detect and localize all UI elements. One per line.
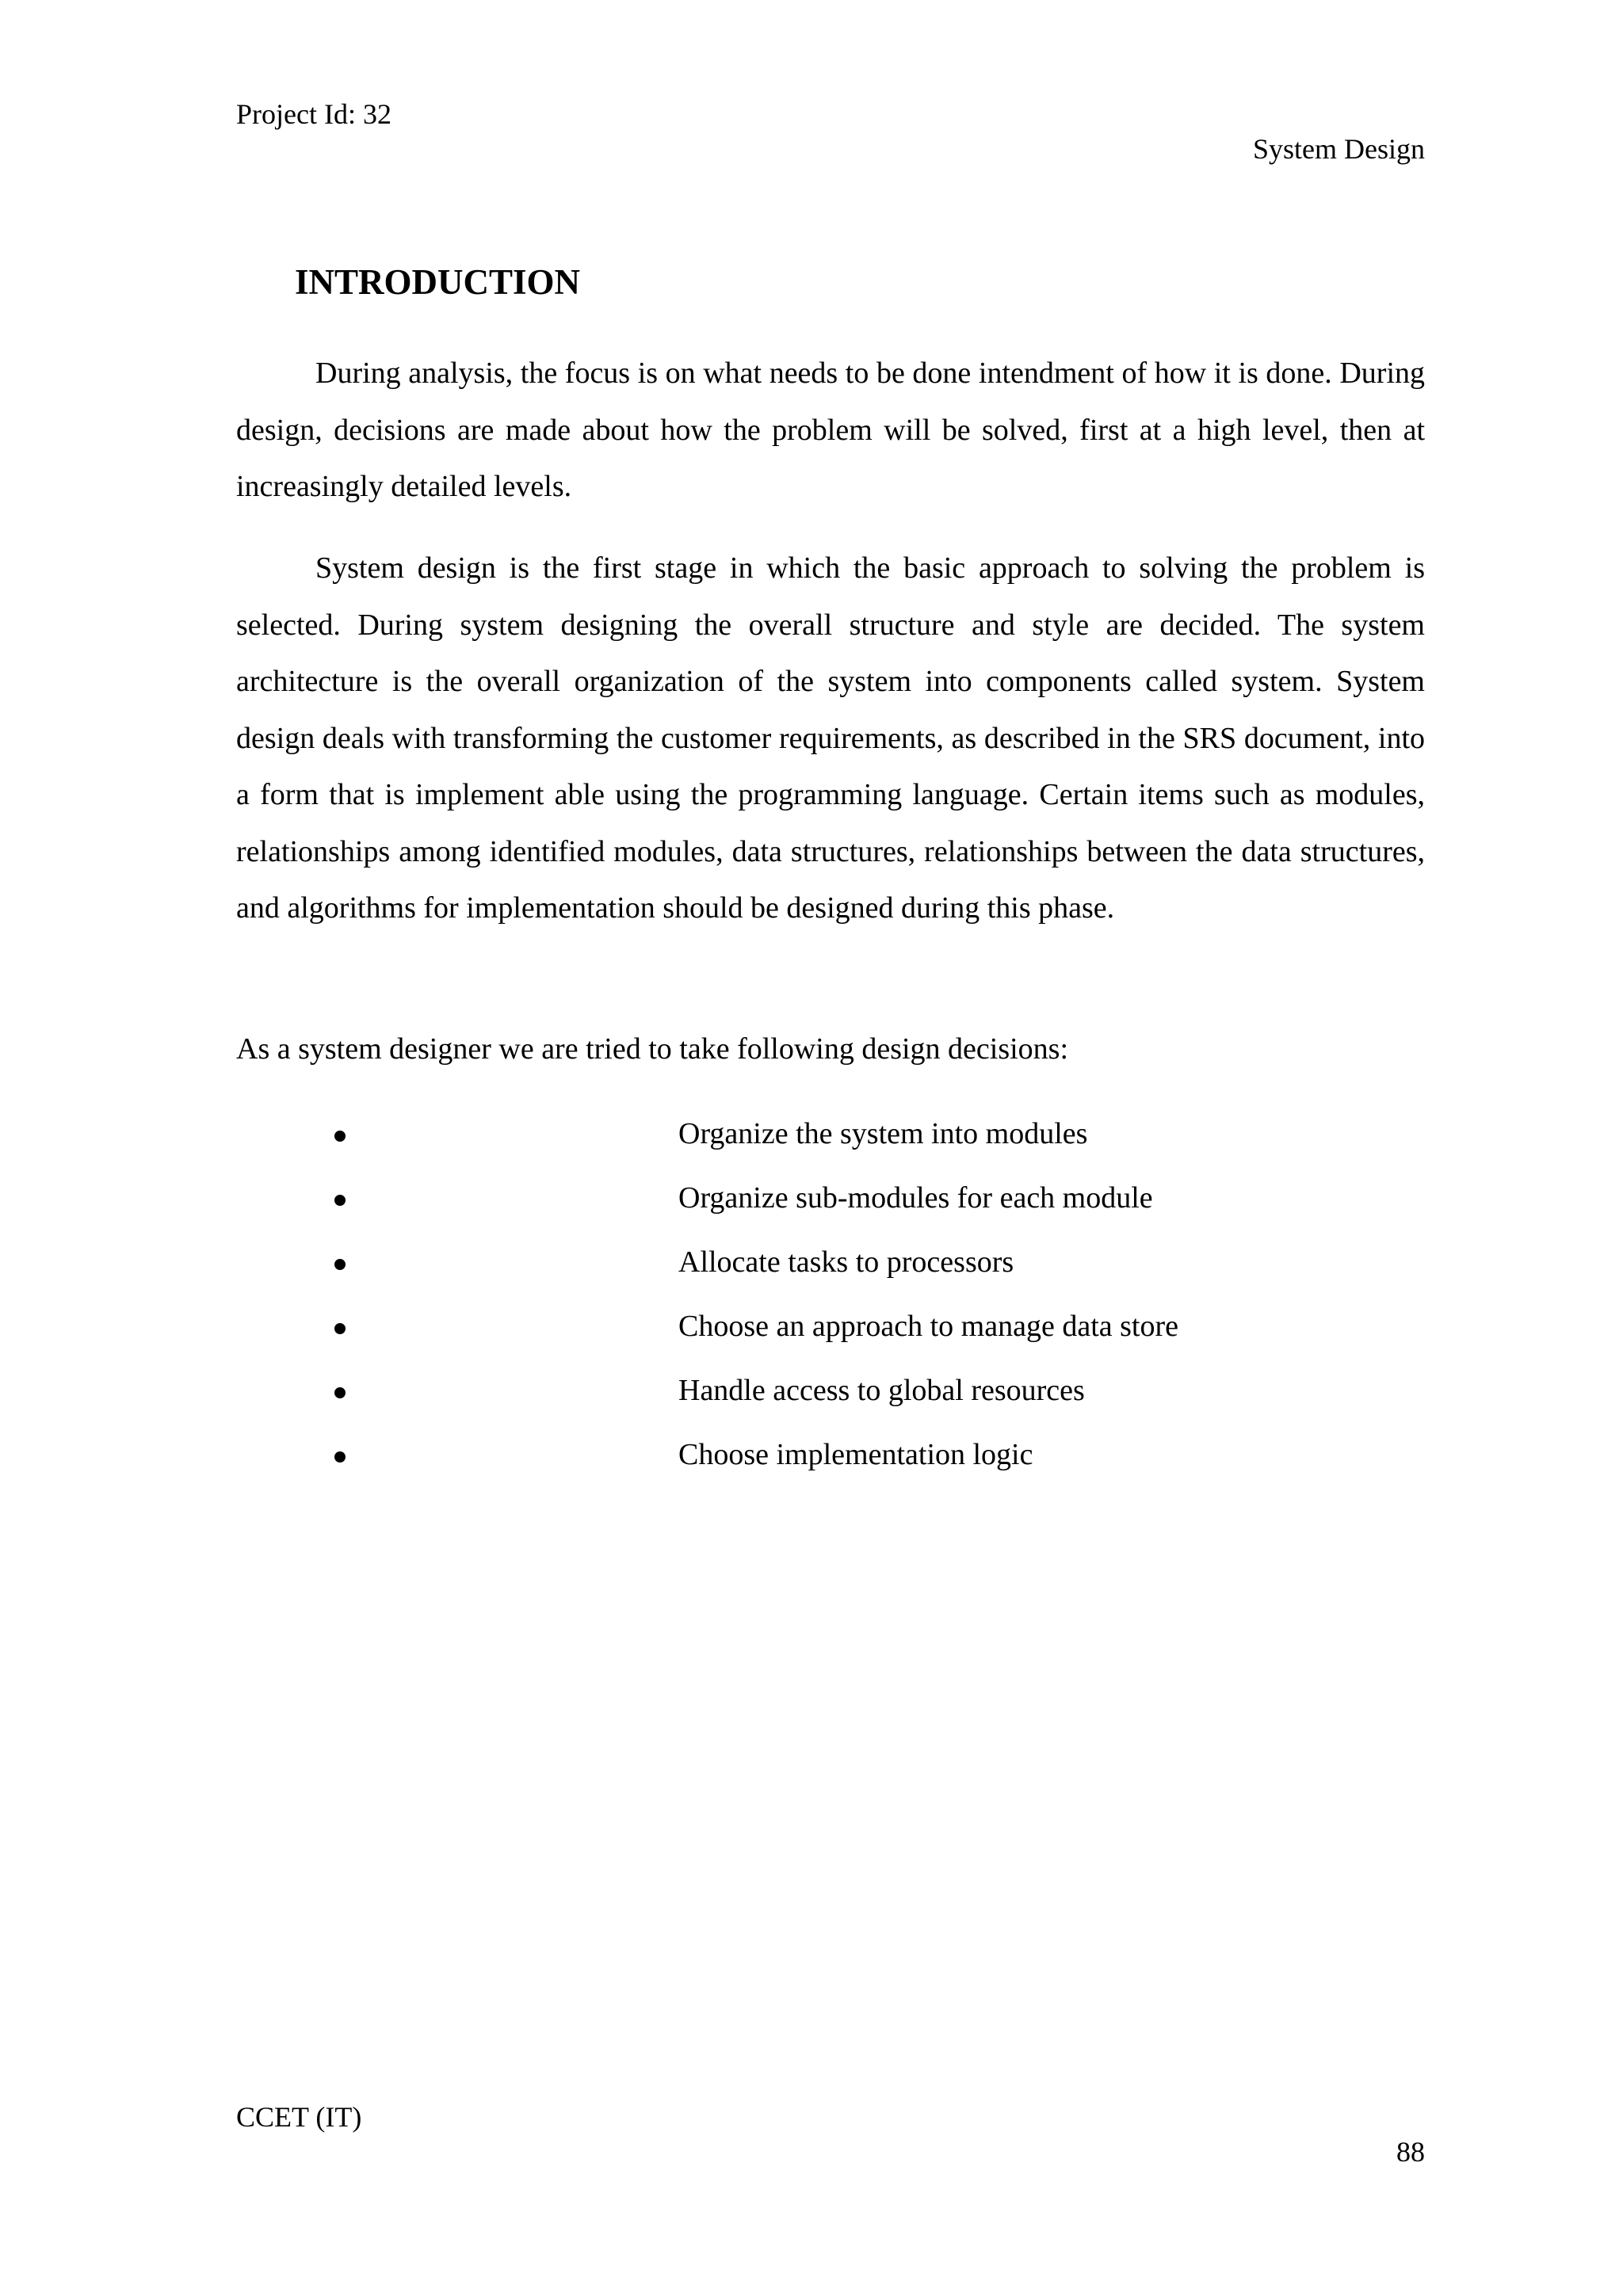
bullet-icon: [334, 1323, 346, 1334]
bullet-icon: [334, 1195, 346, 1206]
page-number: 88: [1396, 2136, 1425, 2168]
list-item: [236, 1367, 1425, 1431]
paragraph-analysis: During analysis, the focus is on what needs to be done intendment of how it is done. During design, decisions are made about how the problem will be solved, first at a high level, then at increasingly detailed levels.: [236, 357, 1425, 503]
list-item: [236, 1238, 1425, 1302]
list-item-text: Organize sub-modules for each module: [678, 1181, 1153, 1215]
list-item-text: Choose implementation logic: [678, 1438, 1033, 1471]
list-item: [236, 1302, 1425, 1367]
header-project-id: Project Id: 32: [236, 98, 391, 130]
paragraph-design-decisions-intro: As a system designer we are tried to take following design decisions:: [236, 1032, 1069, 1066]
list-item-text: Choose an approach to manage data store: [678, 1310, 1178, 1343]
list-item: [236, 1110, 1425, 1174]
design-decisions-list: [236, 1110, 1425, 1495]
list-item: [236, 1431, 1425, 1495]
list-item-text: Allocate tasks to processors: [678, 1245, 1014, 1279]
footer-institution: CCET (IT): [236, 2101, 362, 2133]
section-heading: INTRODUCTION: [295, 262, 581, 302]
bullet-icon: [334, 1131, 346, 1142]
bullet-icon: [334, 1259, 346, 1270]
list-item-text: Handle access to global resources: [678, 1374, 1085, 1407]
bullet-icon: [334, 1451, 346, 1463]
list-item: [236, 1174, 1425, 1238]
list-item-text: Organize the system into modules: [678, 1117, 1088, 1150]
paragraph-system-design: System design is the first stage in which the basic approach to solving the problem is selected. During system designing the overall structure and style are decided. The system architecture is the overall organization of the system into components called system. System design deals with transforming the customer requirements, as described in the SRS document, into a form that is implement able using the programming language. Certain items such as modules, relationships among identified modules, data structures, relationships between the data structures, and algorithms for implementation should be designed during this phase.: [236, 551, 1425, 925]
bullet-icon: [334, 1387, 346, 1398]
header-section-title: System Design: [1252, 133, 1425, 165]
